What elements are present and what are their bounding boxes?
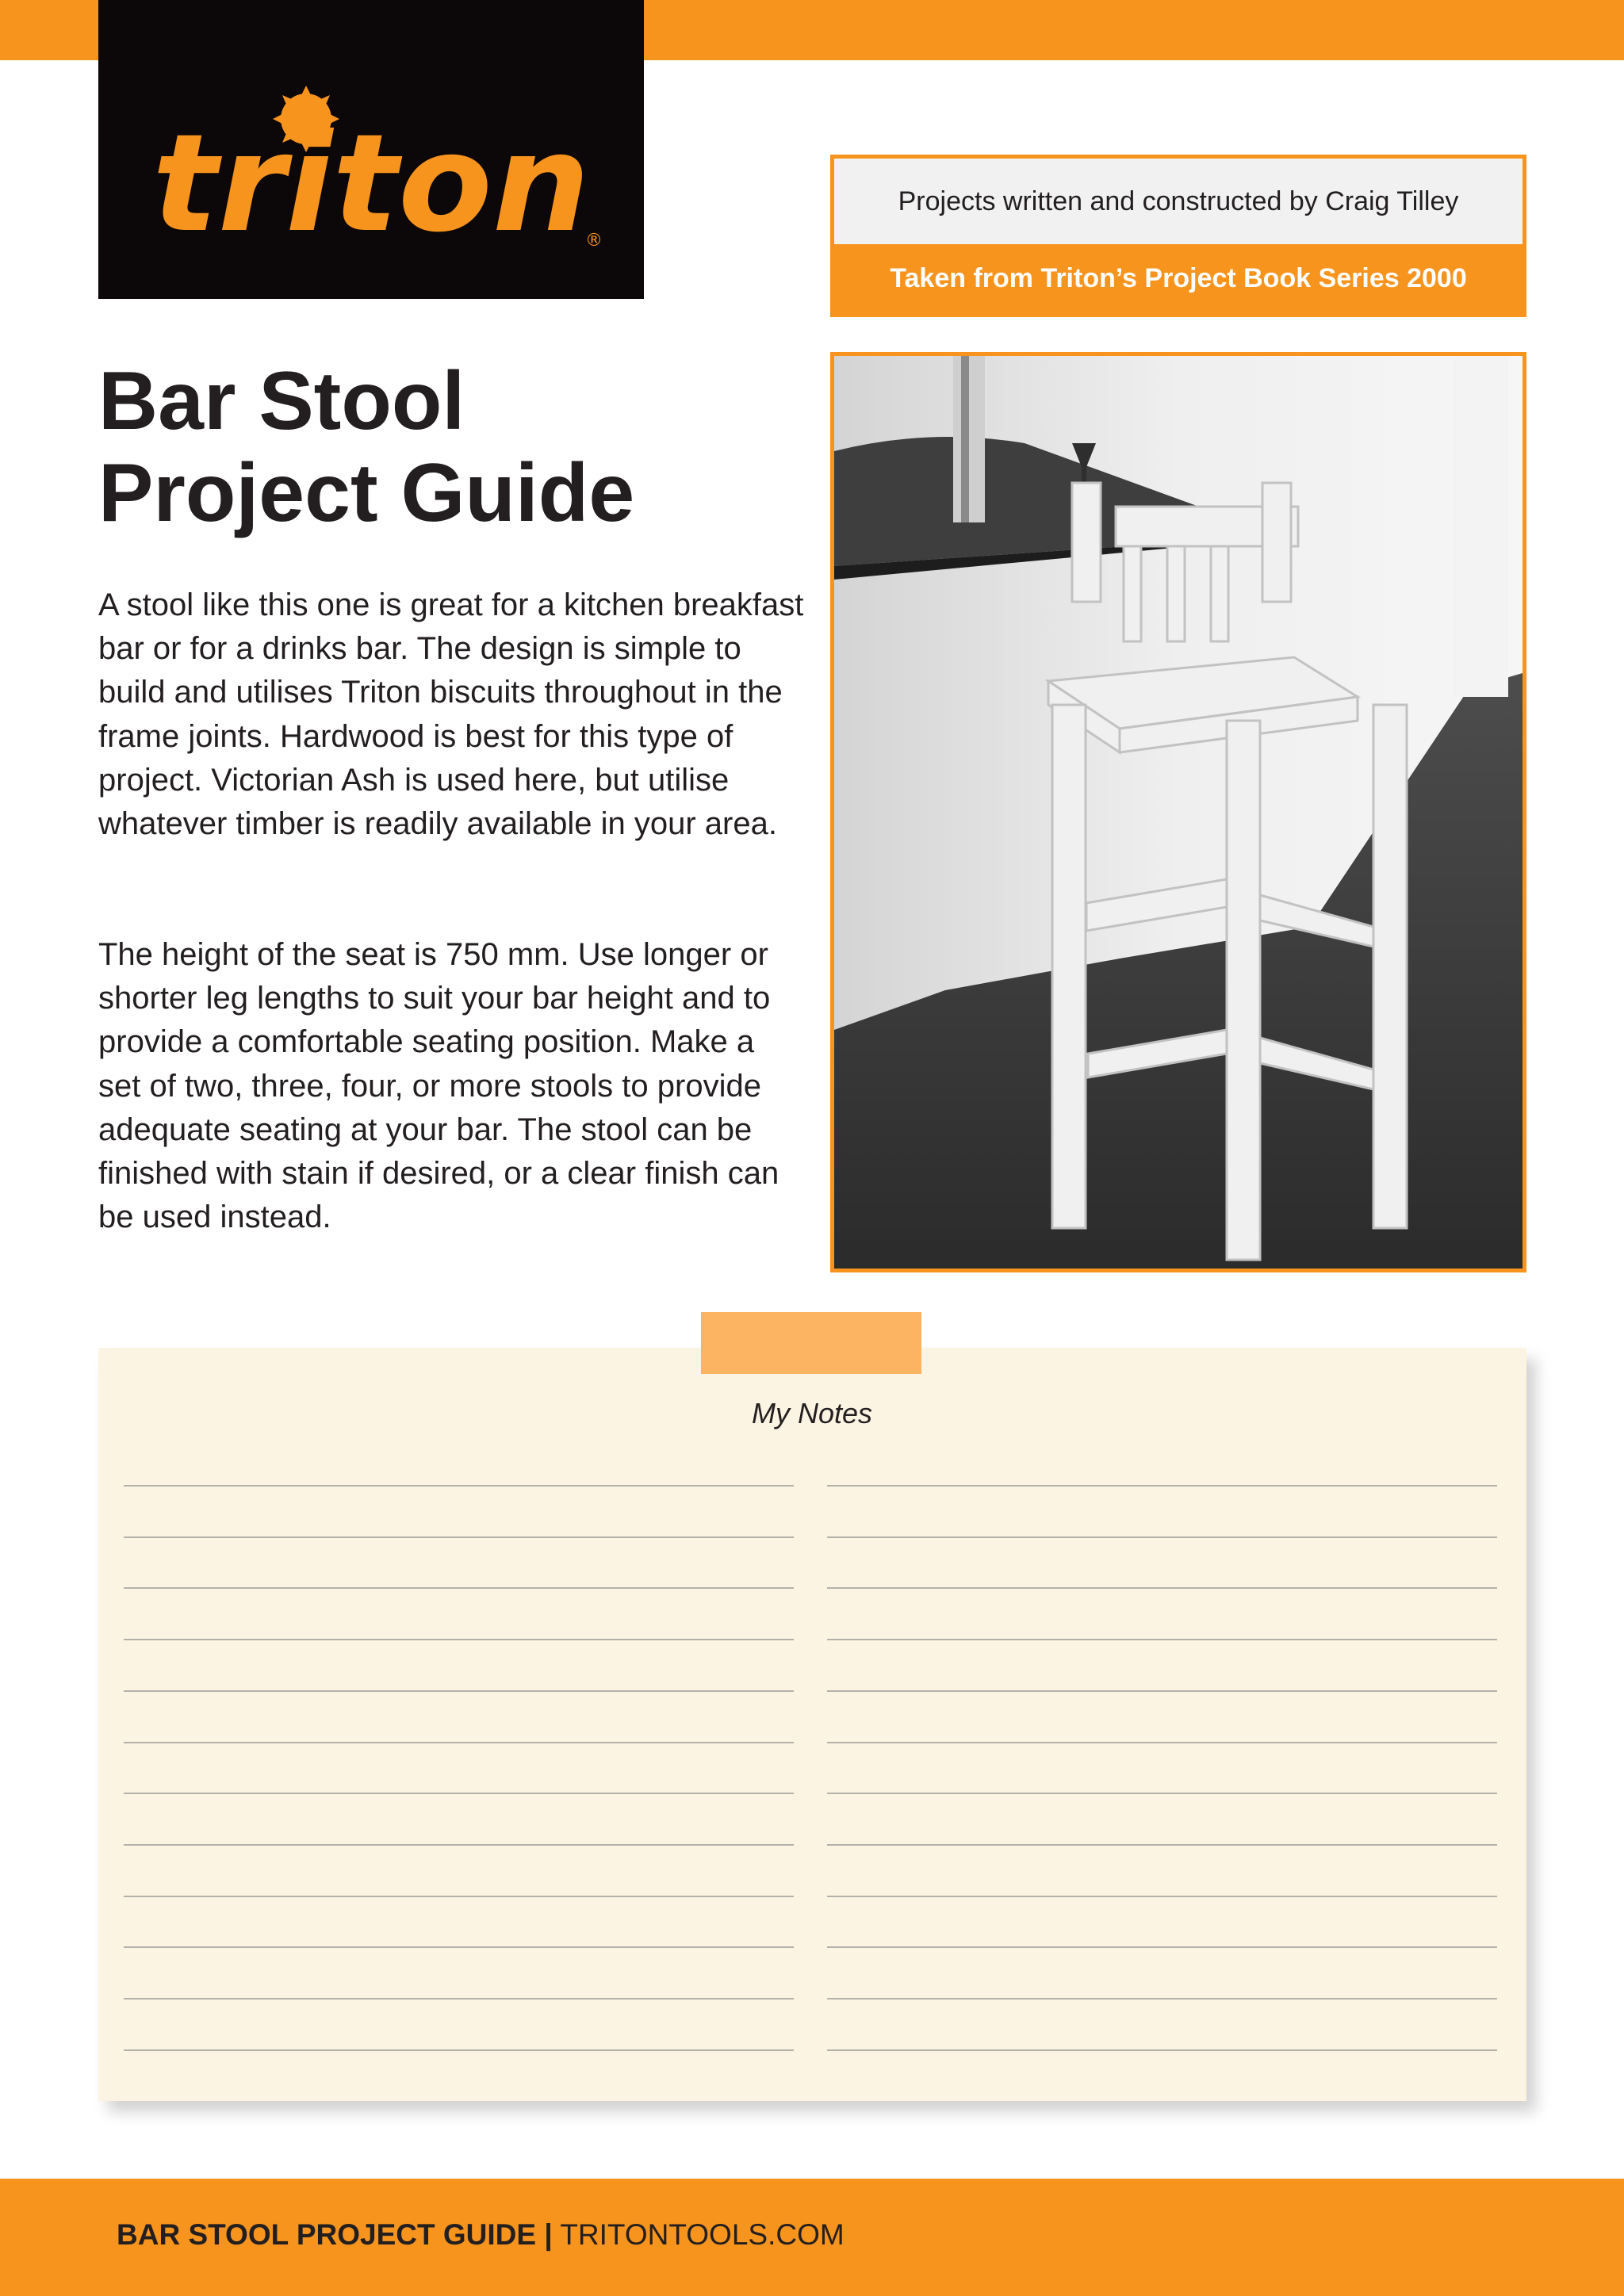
note-line[interactable] — [827, 1485, 1497, 1487]
note-line[interactable] — [827, 1998, 1497, 1999]
note-line[interactable] — [124, 1485, 794, 1487]
note-line[interactable] — [827, 1587, 1497, 1589]
page-title — [98, 355, 780, 539]
notes-card[interactable] — [98, 1348, 1526, 2101]
note-line[interactable] — [827, 1844, 1497, 1846]
footer — [117, 2218, 845, 2252]
title-line-1: Bar Stool — [98, 355, 465, 447]
footer-guide-label: BAR STOOL PROJECT GUIDE — [117, 2218, 537, 2251]
notes-tab — [701, 1312, 921, 1374]
note-line[interactable] — [124, 1536, 794, 1538]
note-line[interactable] — [827, 1896, 1497, 1897]
note-line[interactable] — [124, 1793, 794, 1794]
footer-website[interactable]: TRITONTOOLS.COM — [560, 2218, 845, 2251]
logo-wordmark: triton — [152, 105, 590, 262]
bar-stool-photo — [830, 352, 1526, 1272]
note-line[interactable] — [124, 1946, 794, 1948]
note-line[interactable] — [827, 1946, 1497, 1948]
intro-paragraph-1: A stool like this one is great for a kitchen breakfast bar or for a drinks bar. The design is simple to build and utilises Triton biscuits throughout in the frame joints. Hardwood is best for this type of project. Victorian Ash is used here, but utilise whatever timber is readily available in your area. — [98, 587, 804, 842]
triton-logo[interactable] — [98, 0, 644, 299]
note-line[interactable] — [827, 1536, 1497, 1538]
note-line[interactable] — [124, 1844, 794, 1846]
note-line[interactable] — [124, 1742, 794, 1743]
bar-stool-illustration — [834, 356, 1522, 1269]
note-line[interactable] — [827, 2049, 1497, 2051]
note-line[interactable] — [827, 1690, 1497, 1692]
note-line[interactable] — [124, 1896, 794, 1897]
credit-box — [830, 155, 1526, 317]
footer-separator: | — [544, 2218, 553, 2251]
note-line[interactable] — [124, 1690, 794, 1692]
author-credit: Projects written and constructed by Craig Tilley — [834, 159, 1522, 244]
registered-mark: ® — [585, 231, 603, 251]
note-line[interactable] — [124, 1998, 794, 1999]
note-line[interactable] — [827, 1639, 1497, 1640]
logo-graphic — [98, 0, 644, 299]
note-line[interactable] — [124, 2049, 794, 2051]
note-line[interactable] — [124, 1639, 794, 1640]
note-line[interactable] — [124, 1587, 794, 1589]
title-line-2: Project Guide — [98, 447, 635, 539]
note-line[interactable] — [827, 1793, 1497, 1794]
notes-title: My Notes — [751, 1397, 873, 1429]
note-line[interactable] — [827, 1742, 1497, 1743]
series-credit: Taken from Triton’s Project Book Series 2000 — [890, 263, 1467, 293]
intro-paragraph-2: The height of the seat is 750 mm. Use longer or shorter leg lengths to suit your bar height and to provide a comfortable seating position. Make a set of two, three, four, or more stools to provide adequate seating at your bar. The stool can be finished with stain if desired, or a clear finish can be used instead. — [98, 937, 779, 1235]
